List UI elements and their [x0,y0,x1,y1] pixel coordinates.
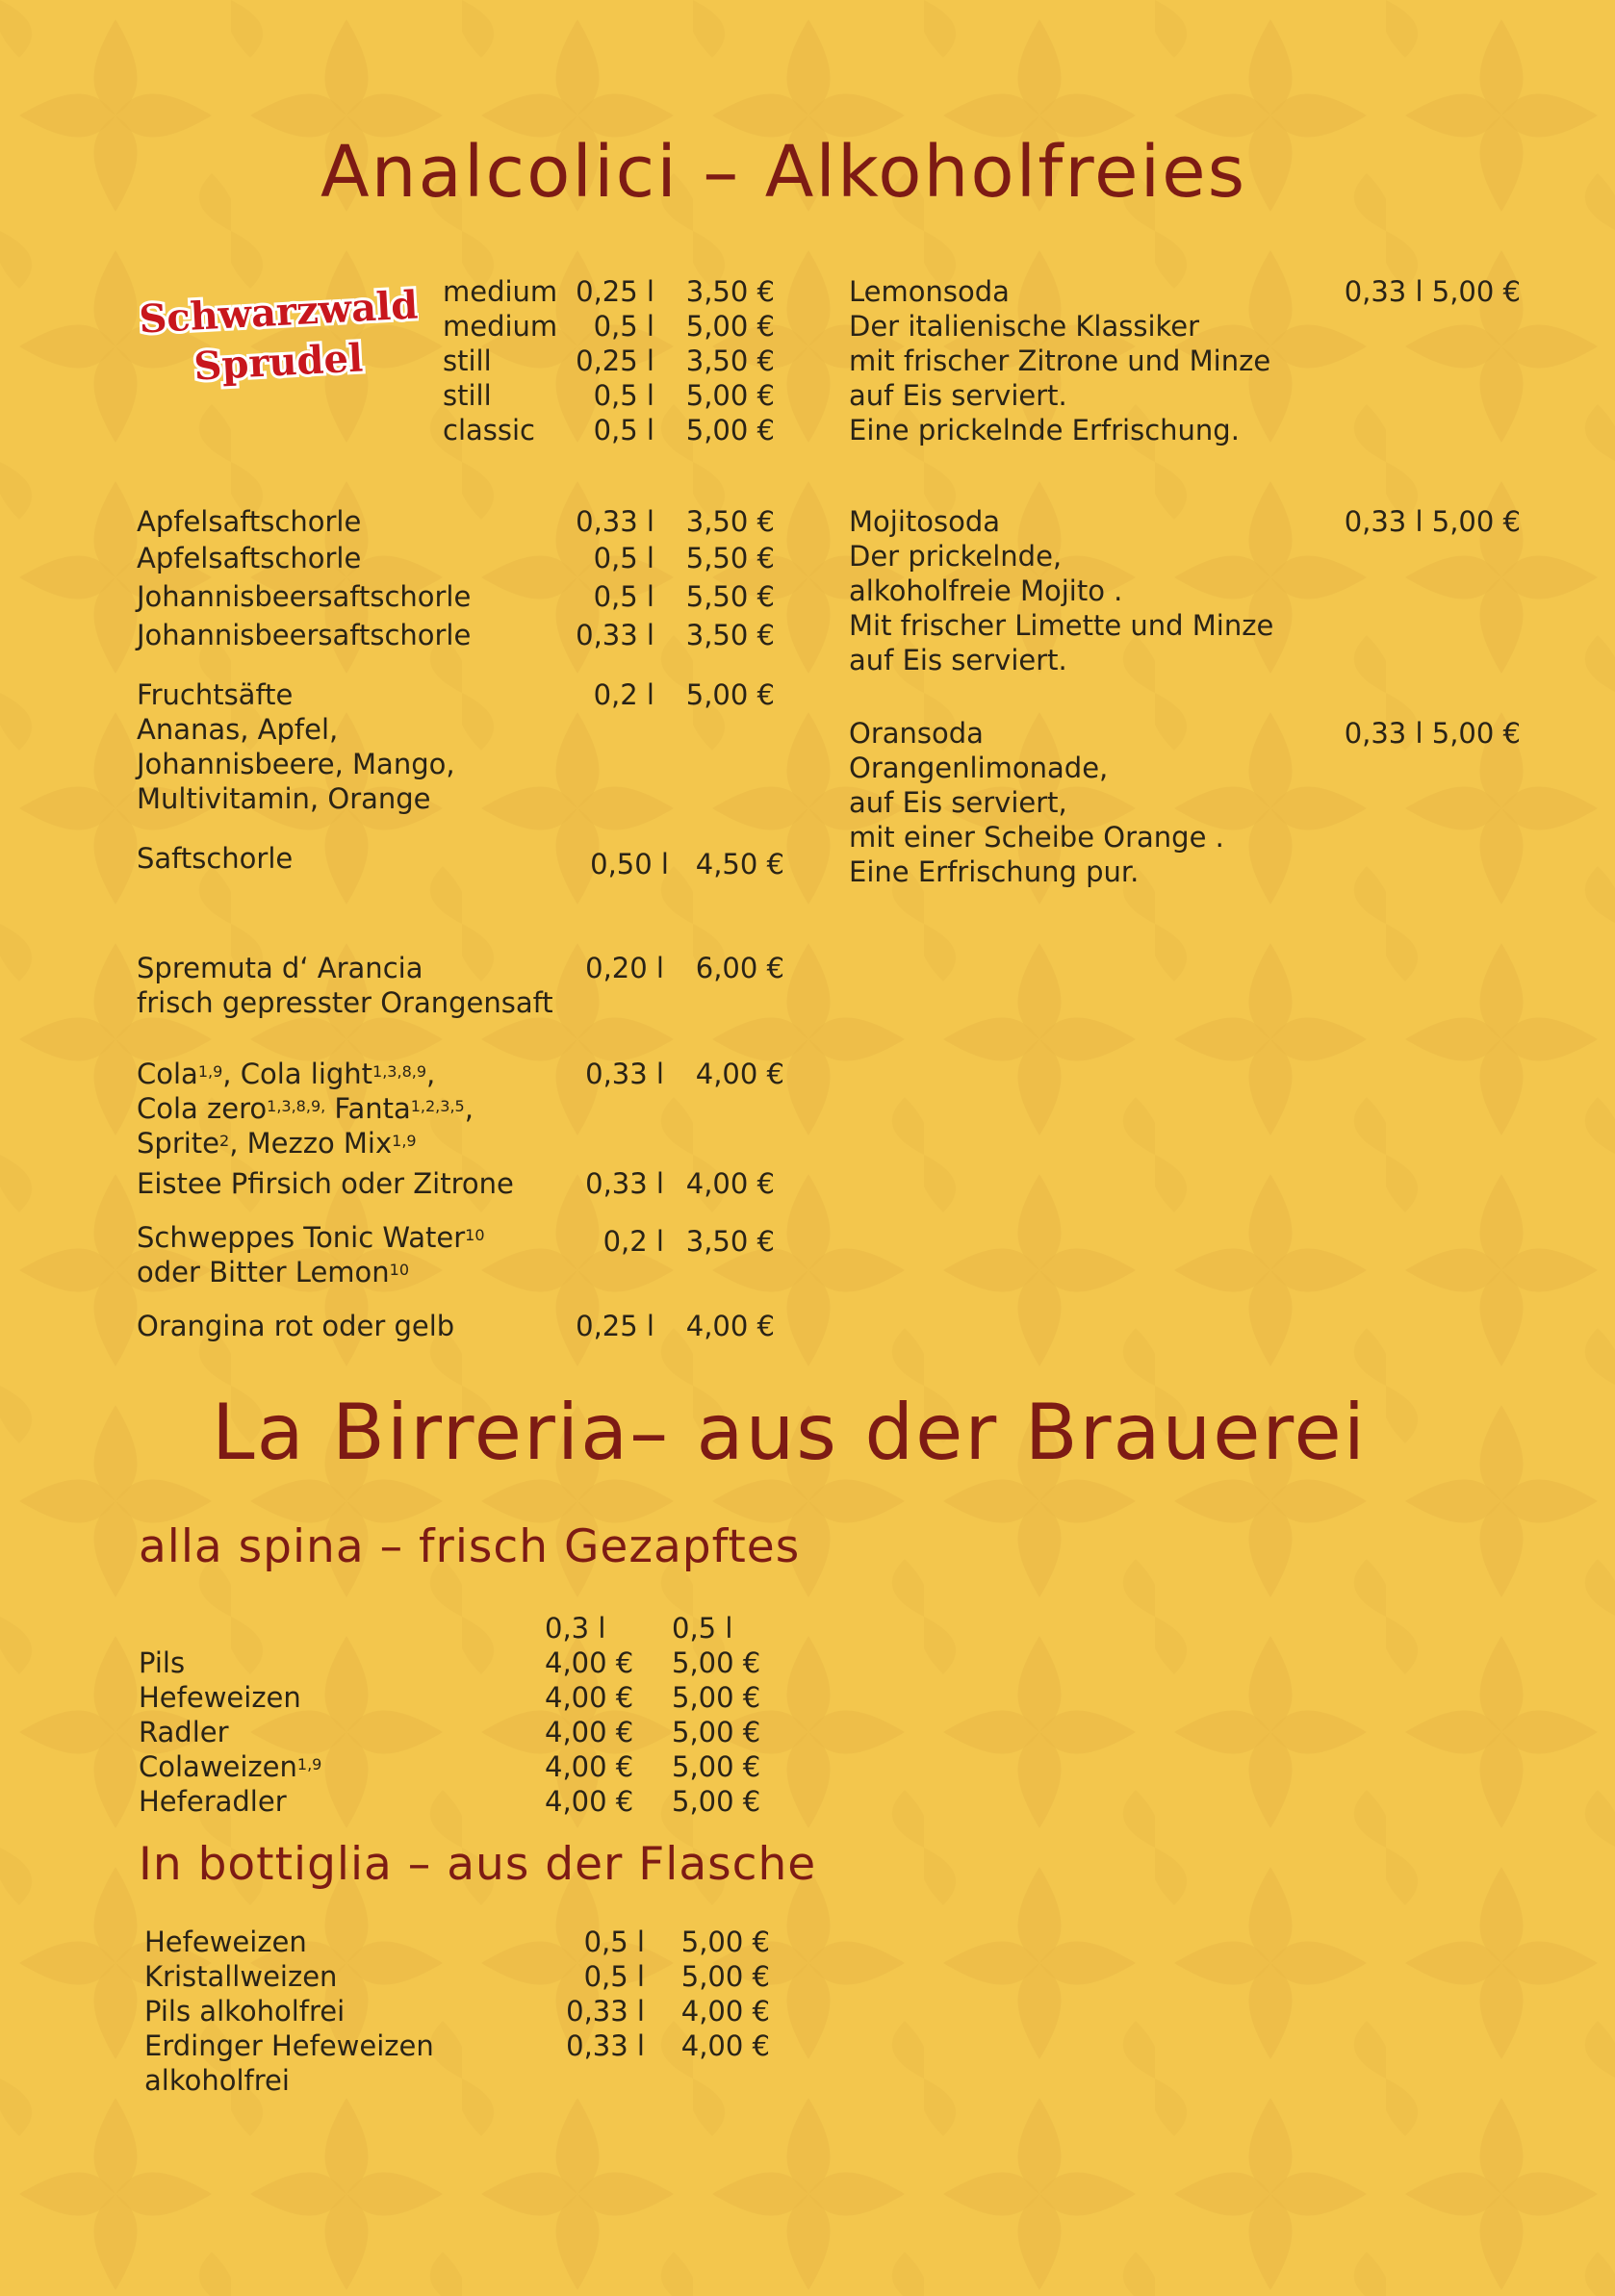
schwarzwald-sprudel-logo [140,281,419,400]
logo-line-2: Sprudel [192,335,365,390]
schorle-price: 5,50 € [685,580,775,613]
spina-row-name [139,1645,185,1680]
oransoda-line: auf Eis serviert, [849,786,1067,819]
bottiglia-name: Hefeweizen [144,1926,307,1958]
eistee-size: 0,33 l [585,1167,664,1200]
spina-price-small: 4,00 € [545,1716,634,1748]
bottiglia-price: 4,00 € [680,2029,770,2062]
bottiglia-name: Pils alkoholfrei [144,1995,346,2028]
cola-line-3 [137,1126,417,1161]
sprudel-price: 5,00 € [685,414,775,446]
spremuta-size: 0,20 l [585,952,664,984]
cola-text: , Mezzo Mix [229,1127,393,1160]
cola-price: 4,00 € [695,1058,784,1090]
spina-price-large: 5,00 € [672,1785,761,1818]
schweppes-line-2 [137,1255,409,1289]
cola-line-2 [137,1091,474,1126]
cola-text: , [464,1092,474,1125]
bottiglia-name-continued: alkoholfrei [144,2064,290,2097]
sprudel-name: medium [443,310,558,343]
cola-sup: 2 [219,1132,230,1150]
sprudel-size: 0,5 l [593,414,654,446]
fruchtsaefte-price: 5,00 € [685,678,775,711]
oransoda-line: mit einer Scheibe Orange . [849,821,1224,854]
saftschorle-price: 4,50 € [695,848,784,880]
bottiglia-price: 4,00 € [680,1995,770,2028]
schorle-size: 0,5 l [593,580,654,613]
bottiglia-size: 0,33 l [566,2029,645,2062]
schweppes-sup: 10 [465,1226,485,1244]
mojitosoda-line: alkoholfreie Mojito . [849,574,1123,607]
schweppes-text: oder Bitter Lemon [137,1256,390,1288]
spina-row-name [139,1680,301,1715]
schweppes-text: Schweppes Tonic Water [137,1221,466,1254]
schorle-price: 3,50 € [685,619,775,651]
spina-sup: 1,9 [296,1755,322,1773]
cola-sup: 1,3,8,9 [372,1062,427,1081]
schweppes-price: 3,50 € [685,1225,775,1258]
schorle-name: Apfelsaftschorle [137,505,362,538]
lemonsoda-line: Der italienische Klassiker [849,310,1200,343]
fruchtsaefte-size: 0,2 l [593,678,654,711]
oransoda-line: Orangenlimonade, [849,752,1109,784]
schorle-size: 0,33 l [576,505,654,538]
spina-price-large: 5,00 € [672,1716,761,1748]
orangina-name: Orangina rot oder gelb [137,1310,455,1342]
cola-text: Cola [137,1058,198,1090]
spina-header-col2: 0,5 l [672,1612,733,1645]
sprudel-size: 0,5 l [593,310,654,343]
orangina-price: 4,00 € [685,1310,775,1342]
saftschorle-size: 0,50 l [590,848,669,880]
sprudel-name: still [443,344,492,377]
lemonsoda-line: auf Eis serviert. [849,379,1067,412]
spina-name: Hefeweizen [139,1681,301,1714]
schorle-name: Apfelsaftschorle [137,542,362,574]
sprudel-name: medium [443,275,558,308]
spina-price-small: 4,00 € [545,1646,634,1679]
spina-name: Pils [139,1646,186,1679]
spina-price-large: 5,00 € [672,1750,761,1783]
spina-price-large: 5,00 € [672,1646,761,1679]
sprudel-size: 0,5 l [593,379,654,412]
oransoda-line: Eine Erfrischung pur. [849,855,1140,888]
fruchtsaefte-line: Johannisbeere, Mango, [137,748,455,780]
eistee-price: 4,00 € [685,1167,775,1200]
fruchtsaefte-line: Ananas, Apfel, [137,713,339,746]
cola-sup: 1,3,8,9, [267,1097,326,1115]
bottiglia-size: 0,5 l [583,1926,645,1958]
bottiglia-size: 0,5 l [583,1960,645,1993]
spremuta-line: Spremuta d‘ Arancia [137,952,423,984]
schorle-price: 5,50 € [685,542,775,574]
schorle-name: Johannisbeersaftschorle [137,619,472,651]
cola-size: 0,33 l [585,1058,664,1090]
bottiglia-name: Kristallweizen [144,1960,338,1993]
mojitosoda-line: Mojitosoda [849,505,1001,538]
spina-name: Radler [139,1716,229,1748]
sprudel-size: 0,25 l [576,344,654,377]
sprudel-price: 5,00 € [685,310,775,343]
cola-text: Sprite [137,1127,220,1160]
sprudel-price: 5,00 € [685,379,775,412]
cola-text: Fanta [325,1092,411,1125]
page-title: Analcolici – Alkoholfreies [320,131,1247,214]
oransoda-price: 0,33 l 5,00 € [1344,717,1521,750]
sprudel-size: 0,25 l [576,275,654,308]
spina-price-small: 4,00 € [545,1681,634,1714]
saftschorle-name: Saftschorle [137,842,294,875]
cola-sup: 1,2,3,5 [410,1097,465,1115]
spina-row-name [139,1749,321,1784]
spina-header-col1: 0,3 l [545,1612,606,1645]
bottiglia-subtitle: In bottiglia – aus der Flasche [139,1838,817,1891]
fruchtsaefte-line: Multivitamin, Orange [137,782,431,815]
bottiglia-price: 5,00 € [680,1926,770,1958]
sprudel-name: classic [443,414,535,446]
spina-price-small: 4,00 € [545,1785,634,1818]
cola-sup: 1,9 [392,1132,417,1150]
lemonsoda-line: mit frischer Zitrone und Minze [849,344,1271,377]
spina-subtitle: alla spina – frisch Gezapftes [139,1520,801,1573]
schorle-name: Johannisbeersaftschorle [137,580,472,613]
sprudel-price: 3,50 € [685,344,775,377]
bottiglia-price: 5,00 € [680,1960,770,1993]
schorle-size: 0,5 l [593,542,654,574]
schorle-price: 3,50 € [685,505,775,538]
cola-text: , Cola light [222,1058,373,1090]
spina-row-name [139,1784,287,1819]
lemonsoda-line: Lemonsoda [849,275,1010,308]
cola-text: Cola zero [137,1092,268,1125]
cola-sup: 1,9 [197,1062,223,1081]
mojitosoda-line: Mit frischer Limette und Minze [849,609,1274,642]
birreria-title: La Birreria– aus der Brauerei [212,1388,1367,1477]
schweppes-size: 0,2 l [602,1225,664,1258]
sprudel-name: still [443,379,492,412]
spremuta-price: 6,00 € [695,952,784,984]
schweppes-sup: 10 [389,1261,410,1279]
logo-line-1: Schwarzwald [140,282,419,343]
bottiglia-name: Erdinger Hefeweizen [144,2029,434,2062]
sprudel-price: 3,50 € [685,275,775,308]
oransoda-line: Oransoda [849,717,984,750]
spremuta-line: frisch gepresster Orangensaft [137,986,553,1019]
cola-text: , [426,1058,436,1090]
spina-row-name [139,1715,229,1749]
fruchtsaefte-line: Fruchtsäfte [137,678,294,711]
lemonsoda-line: Eine prickelnde Erfrischung. [849,414,1240,446]
schweppes-line-1 [137,1220,485,1255]
logo-graphic [140,281,419,396]
schorle-size: 0,33 l [576,619,654,651]
cola-line-1 [137,1057,435,1091]
spina-price-small: 4,00 € [545,1750,634,1783]
orangina-size: 0,25 l [576,1310,654,1342]
mojitosoda-line: Der prickelnde, [849,540,1063,573]
spina-price-large: 5,00 € [672,1681,761,1714]
mojitosoda-line: auf Eis serviert. [849,644,1067,676]
eistee-name: Eistee Pfirsich oder Zitrone [137,1167,514,1200]
mojitosoda-price: 0,33 l 5,00 € [1344,505,1521,538]
lemonsoda-price: 0,33 l 5,00 € [1344,275,1521,308]
spina-name: Colaweizen [139,1750,297,1783]
bottiglia-size: 0,33 l [566,1995,645,2028]
spina-name: Heferadler [139,1785,287,1818]
